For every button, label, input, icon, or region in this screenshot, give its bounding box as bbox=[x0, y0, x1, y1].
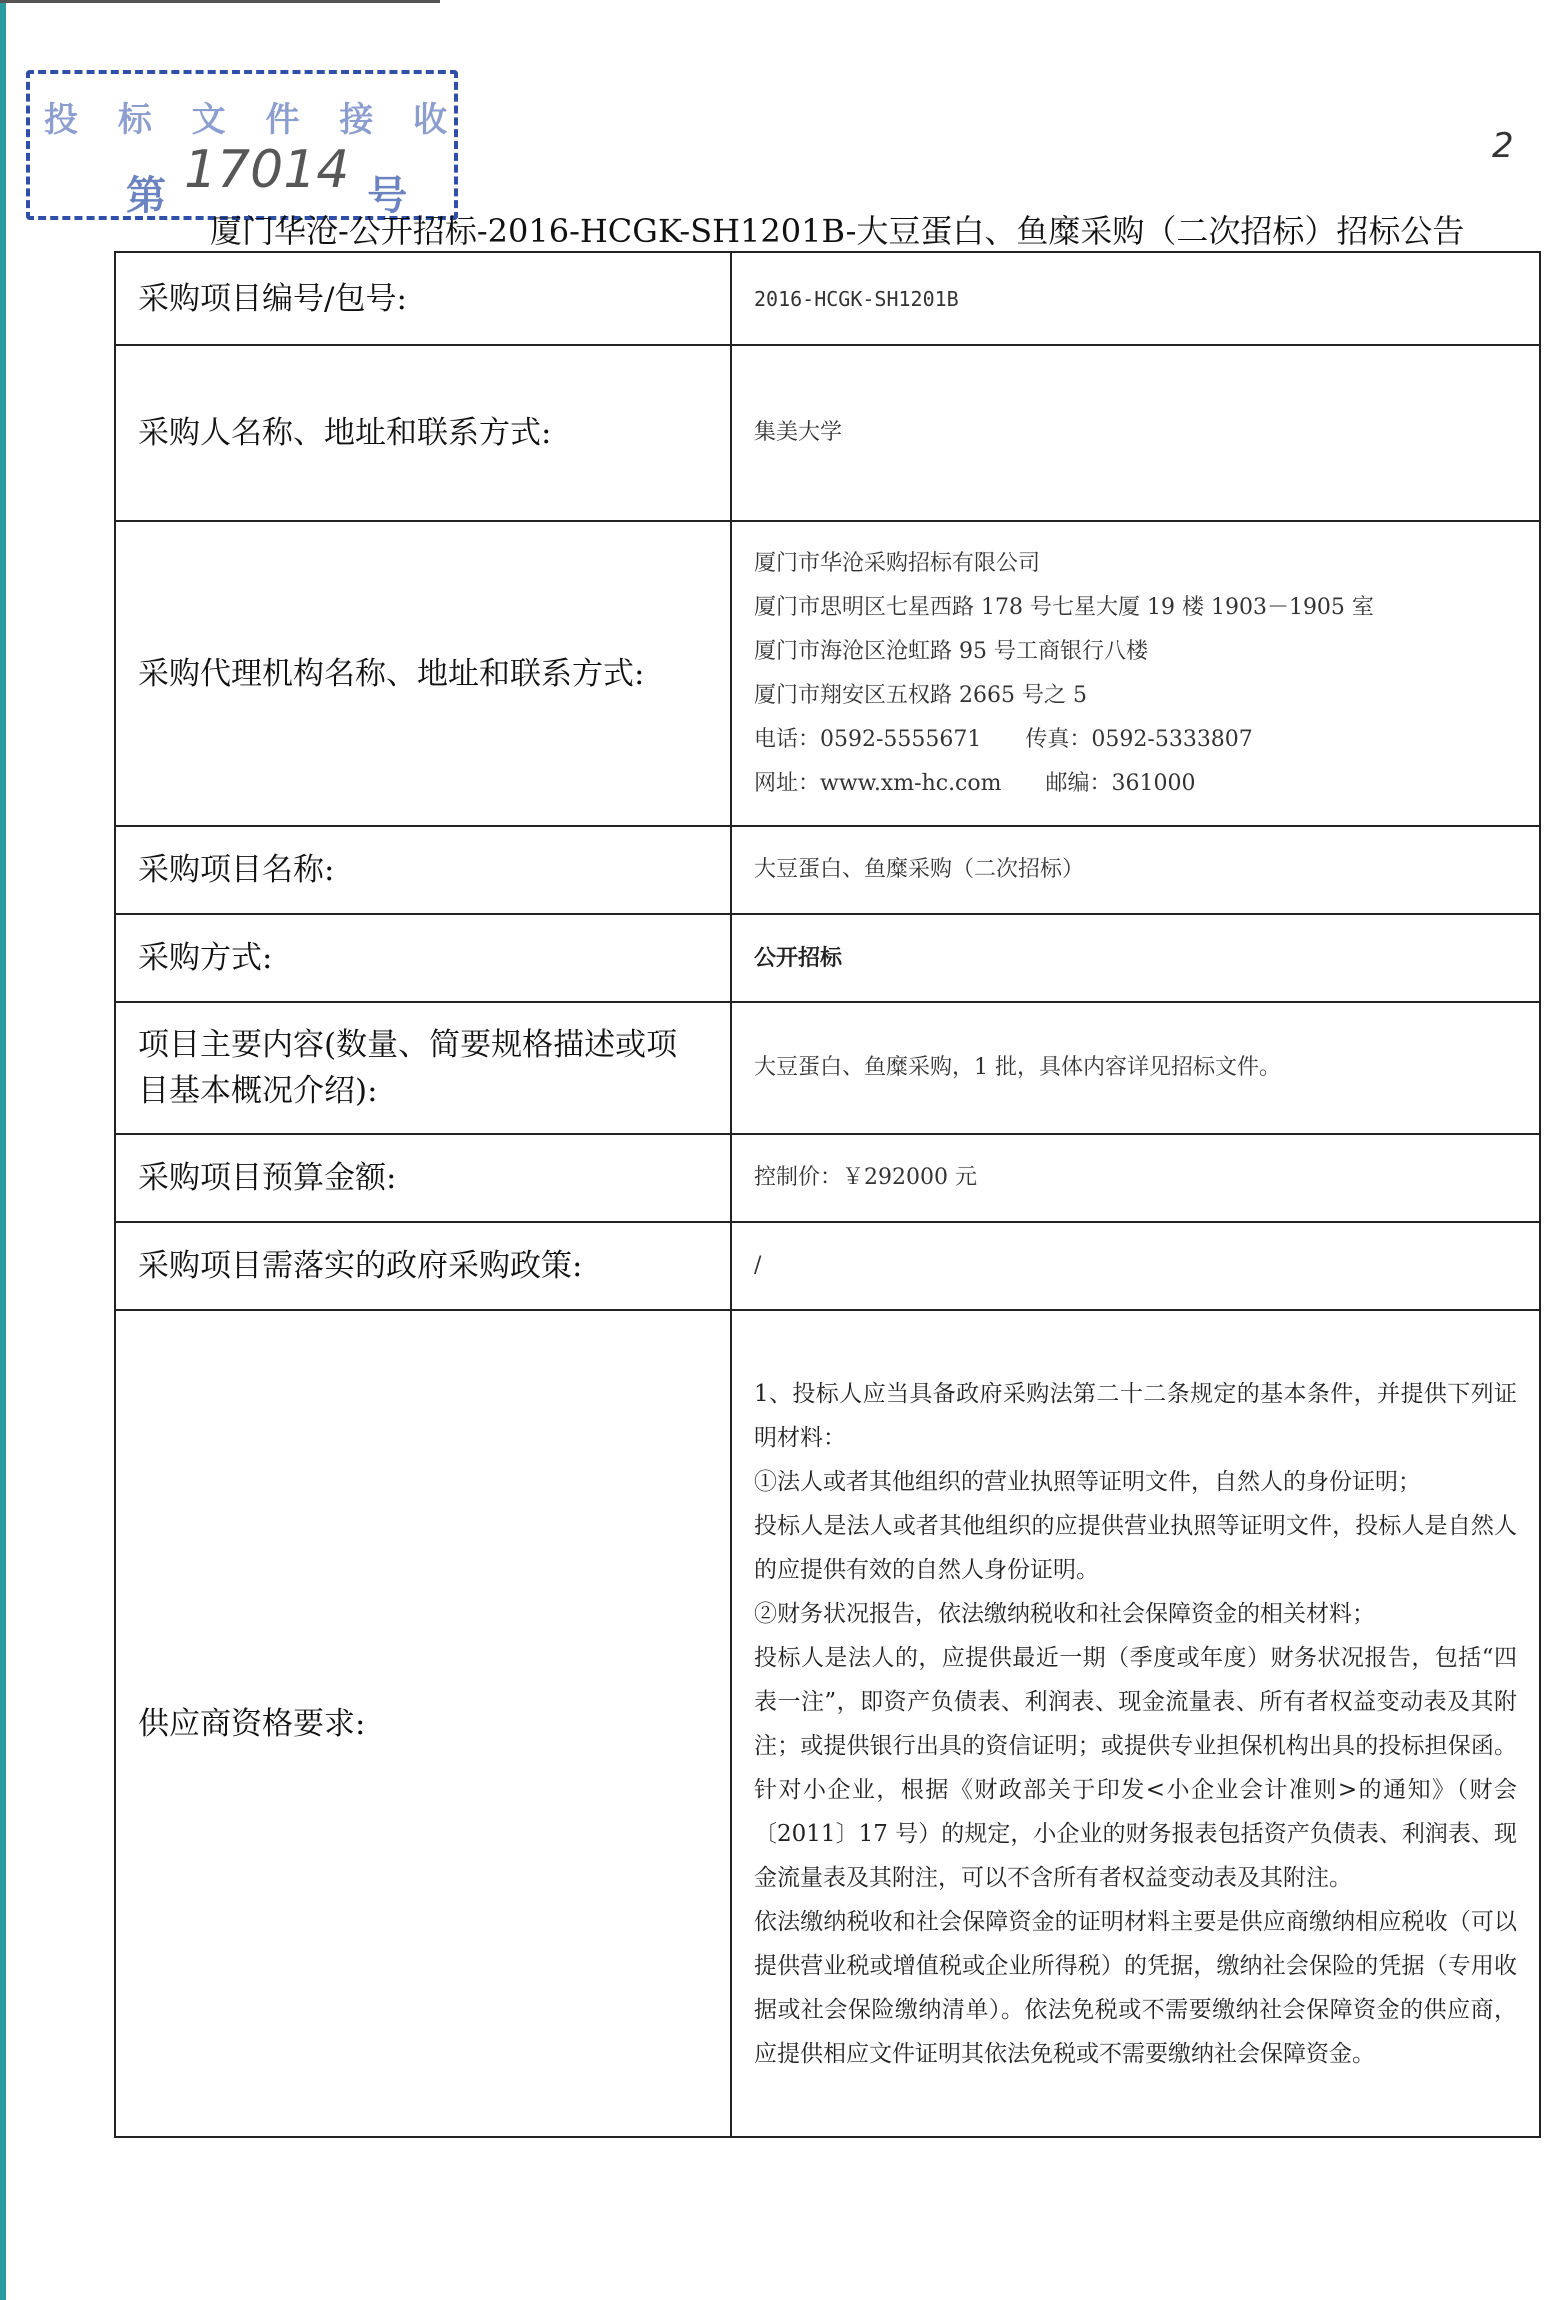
requirement-paragraph: 1、投标人应当具备政府采购法第二十二条规定的基本条件，并提供下列证明材料： bbox=[754, 1380, 1517, 1451]
procurement-policy: / bbox=[731, 1222, 1540, 1310]
agency-phone-fax: 电话：0592-5555671 传真：0592-5333807 bbox=[754, 726, 1253, 752]
procurement-method: 公开招标 bbox=[731, 914, 1540, 1002]
announcement-table bbox=[114, 251, 1541, 2138]
table-row bbox=[115, 826, 1540, 914]
table-row bbox=[115, 914, 1540, 1002]
requirement-paragraph: 投标人是法人的，应提供最近一期（季度或年度）财务状况报告，包括“四表一注”，即资产负债表、利润表、现金流量表、所有者权益变动表及其附注；或提供银行出具的资信证明；或提供专业担保机构出具的投标担保函。针对小企业，根据《财政部关于印发<小企业会计准则>的通知》（财会〔2011〕17 号）的规定，小企业的财务报表包括资产负债表、利润表、现金流量表及其附注，可以不含所有者权益变动表及其附注。 bbox=[754, 1644, 1517, 1891]
table-row bbox=[115, 1310, 1540, 2137]
receipt-stamp bbox=[26, 70, 462, 220]
agency-name: 厦门市华沧采购招标有限公司 bbox=[754, 550, 1041, 576]
agency-address-3: 厦门市翔安区五权路 2665 号之 5 bbox=[754, 682, 1087, 708]
stamp-title: 投 标 文 件 接 收 bbox=[44, 100, 462, 140]
row-label: 供应商资格要求: bbox=[115, 1310, 731, 2137]
project-number: 2016-HCGK-SH1201B bbox=[731, 252, 1540, 345]
row-label: 项目主要内容(数量、简要规格描述或项目基本概况介绍): bbox=[115, 1002, 731, 1134]
agency-address-2: 厦门市海沧区沧虹路 95 号工商银行八楼 bbox=[754, 638, 1148, 664]
table-row bbox=[115, 1134, 1540, 1222]
agency-info bbox=[731, 521, 1540, 826]
stamp-number-prefix: 第 bbox=[126, 172, 166, 219]
purchaser-info: 集美大学 bbox=[731, 345, 1540, 521]
row-label: 采购项目预算金额: bbox=[115, 1134, 731, 1222]
agency-address-1: 厦门市思明区七星西路 178 号七星大厦 19 楼 1903－1905 室 bbox=[754, 594, 1374, 620]
agency-web-postcode: 网址：www.xm-hc.com 邮编：361000 bbox=[754, 770, 1196, 796]
scan-top-line bbox=[0, 0, 440, 3]
requirement-paragraph: ②财务状况报告，依法缴纳税收和社会保障资金的相关材料； bbox=[754, 1600, 1375, 1627]
supplier-requirements bbox=[731, 1310, 1540, 2137]
table-row bbox=[115, 252, 1540, 345]
page-number: 2 bbox=[1492, 126, 1514, 166]
row-label: 采购人名称、地址和联系方式: bbox=[115, 345, 731, 521]
row-label: 采购项目编号/包号: bbox=[115, 252, 731, 345]
budget-amount: 控制价：￥292000 元 bbox=[731, 1134, 1540, 1222]
requirement-paragraph: ①法人或者其他组织的营业执照等证明文件，自然人的身份证明； bbox=[754, 1468, 1421, 1495]
document-title: 厦门华沧-公开招标-2016-HCGK-SH1201B-大豆蛋白、鱼糜采购（二次招标）招标公告 bbox=[210, 212, 1465, 250]
stamp-number: 17014 bbox=[183, 140, 350, 200]
requirement-paragraph: 依法缴纳税收和社会保障资金的证明材料主要是供应商缴纳相应税收（可以提供营业税或增值税或企业所得税）的凭据，缴纳社会保险的凭据（专用收据或社会保险缴纳清单）。依法免税或不需要缴纳社会保障资金的供应商，应提供相应文件证明其依法免税或不需要缴纳社会保障资金。 bbox=[754, 1908, 1517, 2067]
table-row bbox=[115, 521, 1540, 826]
scan-edge-line bbox=[0, 0, 6, 2300]
requirement-paragraph: 投标人是法人或者其他组织的应提供营业执照等证明文件，投标人是自然人的应提供有效的自然人身份证明。 bbox=[754, 1512, 1517, 1583]
row-label: 采购方式: bbox=[115, 914, 731, 1002]
table-row bbox=[115, 1222, 1540, 1310]
stamp-number-suffix: 号 bbox=[367, 172, 408, 219]
table-row bbox=[115, 1002, 1540, 1134]
table-row bbox=[115, 345, 1540, 521]
row-label: 采购项目需落实的政府采购政策: bbox=[115, 1222, 731, 1310]
project-name: 大豆蛋白、鱼糜采购（二次招标） bbox=[731, 826, 1540, 914]
project-content: 大豆蛋白、鱼糜采购，1 批，具体内容详见招标文件。 bbox=[731, 1002, 1540, 1134]
row-label: 采购项目名称: bbox=[115, 826, 731, 914]
row-label: 采购代理机构名称、地址和联系方式: bbox=[115, 521, 731, 826]
